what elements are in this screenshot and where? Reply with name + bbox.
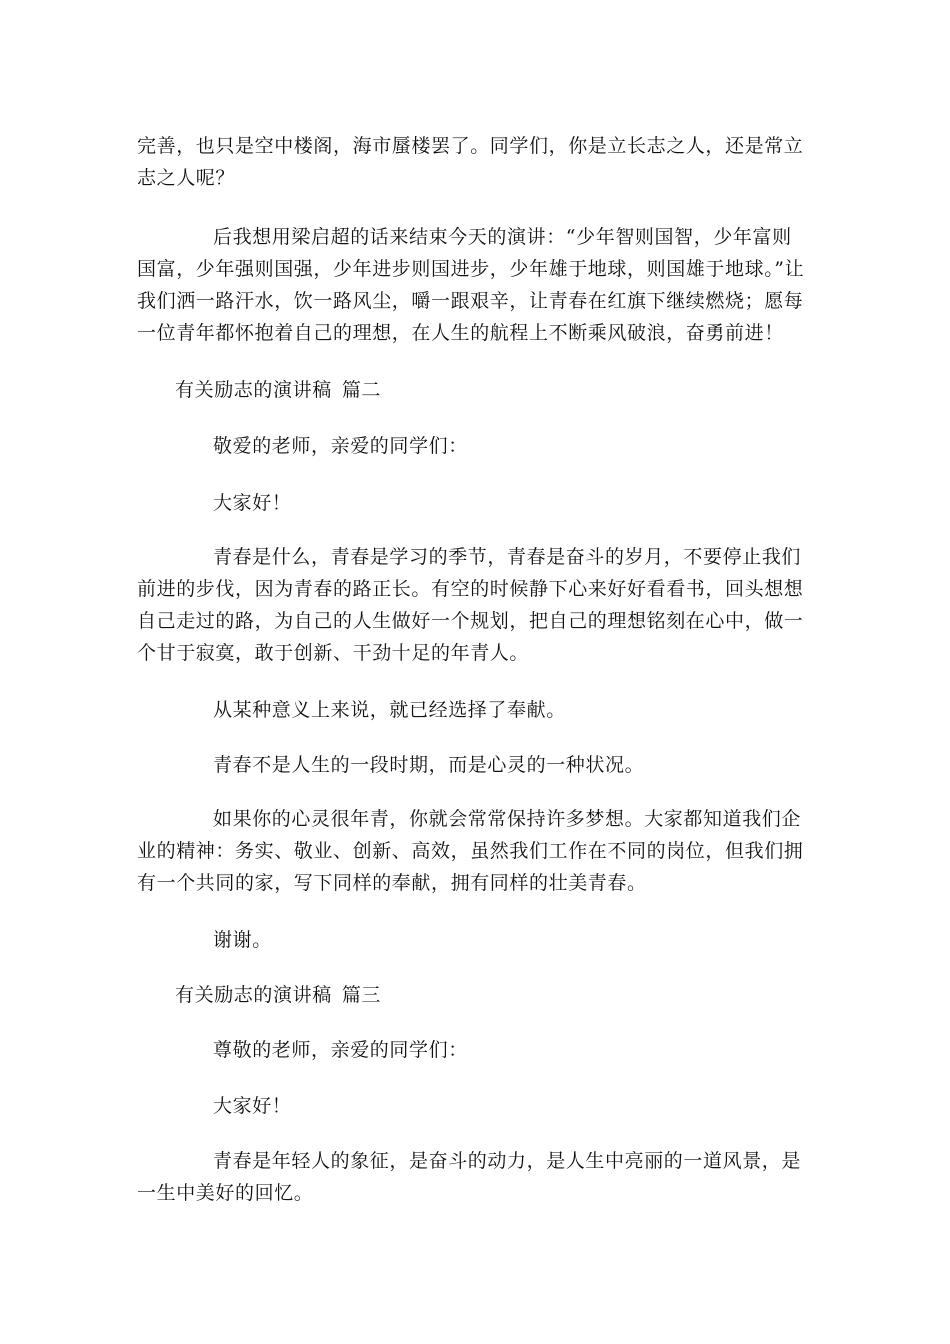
hello: 大家好！ bbox=[213, 1095, 292, 1117]
section-title: 有关励志的演讲稿 bbox=[175, 379, 332, 401]
paragraph-youth: 青春是什么，青春是学习的季节，青春是奋斗的岁月，不要停止我们前进的步伐，因为青春的路正长。有空的时候静下心来好好看看书，回头想想自己走过的路，为自己的人生做好一个规划，把自己的理想铭刻在心中，做一个甘于寂寞，敢于创新、干劲十足的年青人。 bbox=[137, 546, 804, 664]
greeting: 敬爱的老师，亲爱的同学们： bbox=[213, 435, 468, 457]
greeting: 尊敬的老师，亲爱的同学们： bbox=[213, 1039, 468, 1061]
section-heading-2 bbox=[175, 374, 381, 406]
paragraph-company-spirit: 如果你的心灵很年青，你就会常常保持许多梦想。大家都知道我们企业的精神：务实、敬业、创新、高效，虽然我们工作在不同的岗位，但我们拥有一个共同的家，写下同样的奉献，拥有同样的壮美青春。 bbox=[137, 808, 804, 894]
paragraph-state-of-mind: 青春不是人生的一段时期，而是心灵的一种状况。 bbox=[213, 754, 645, 776]
section-part: 篇三 bbox=[341, 984, 382, 1006]
section-part: 篇二 bbox=[341, 379, 382, 401]
paragraph-intro-end: 完善，也只是空中楼阁，海市蜃楼罢了。同学们，你是立长志之人，还是常立志之人呢？ bbox=[137, 135, 804, 189]
paragraph-youth-symbol: 青春是年轻人的象征，是奋斗的动力，是人生中亮丽的一道风景，是一生中美好的回忆。 bbox=[137, 1150, 802, 1204]
section-heading-3 bbox=[175, 979, 381, 1011]
thanks: 谢谢。 bbox=[213, 929, 272, 951]
hello: 大家好！ bbox=[213, 492, 292, 514]
paragraph-closing-quote: 后我想用梁启超的话来结束今天的演讲：“少年智则国智，少年富则国富，少年强则国强，少年进步则国进步，少年雄于地球，则国雄于地球。”让我们洒一路汗水，饮一路风尘，嚼一跟艰辛，让青春在红旗下继续燃烧；愿每一位青年都怀抱着自己的理想，在人生的航程上不断乘风破浪，奋勇前进！ bbox=[137, 226, 805, 344]
paragraph-dedication: 从某种意义上来说，就已经选择了奉献。 bbox=[213, 699, 566, 721]
section-title: 有关励志的演讲稿 bbox=[175, 984, 332, 1006]
